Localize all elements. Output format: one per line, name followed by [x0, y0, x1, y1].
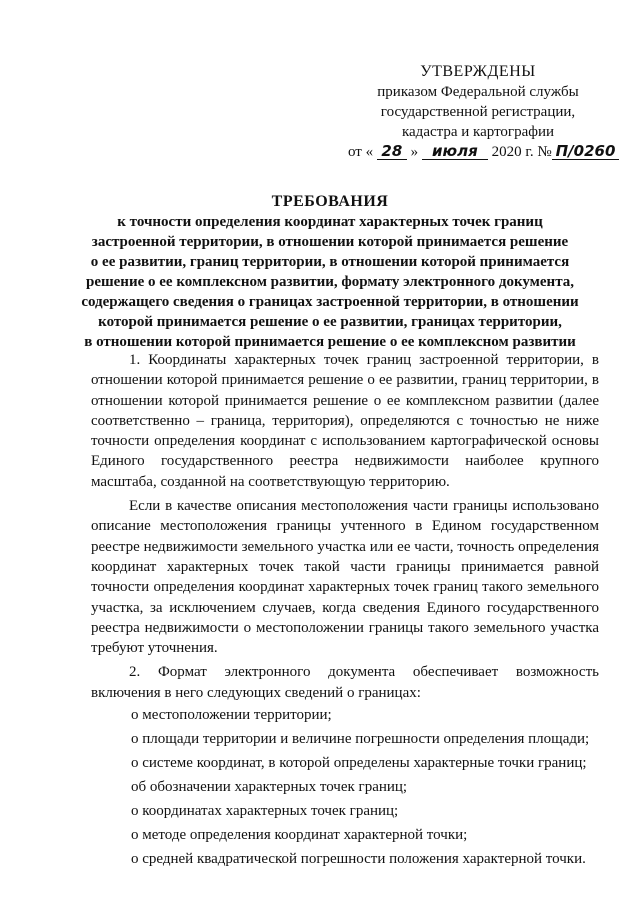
list-item: о средней квадратической погрешности положения характерной точки.	[131, 851, 586, 868]
handwritten-order-number: П/0260	[552, 143, 620, 160]
list-item: об обозначении характерных точек границ;	[131, 779, 408, 796]
date-quote-close: »	[410, 144, 419, 160]
heading-line: решение о ее комплексном развитии, формату электронного документа,	[85, 274, 574, 290]
document-body	[91, 350, 599, 871]
heading-line: содержащего сведения о границах застроенной территории, в отношении	[81, 294, 579, 310]
approval-date-line	[348, 142, 616, 162]
heading-line: которой принимается решение о ее развитии, границах территории,	[98, 314, 562, 330]
paragraph-3: 2. Формат электронного документа обеспечивает возможность включения в него следующих сведений о границах:	[91, 664, 599, 701]
heading-title: ТРЕБОВАНИЯ	[271, 193, 389, 210]
handwritten-day: 28	[377, 143, 407, 160]
list-item: о координатах характерных точек границ;	[131, 803, 399, 820]
document-heading	[70, 192, 590, 352]
list-item: о площади территории и величине погрешности определения площади;	[131, 731, 590, 748]
date-year: 2020 г. №	[491, 144, 552, 160]
approval-line-3: кадастра и картографии	[401, 124, 555, 140]
paragraph-2: Если в качестве описания местоположения части границы использовано описание местоположения границы учтенного в Едином государственном реестре недвижимости земельного участка или ее части, точность определения координат характерных точек такой части границы принимается равной точности определения координат характерных точек границ такого земельного участка, за исключением случаев, когда сведения Единого государственного реестра недвижимости о местоположении границы такого земельного участка требуют уточнения.	[91, 498, 599, 657]
approval-title: УТВЕРЖДЕНЫ	[420, 63, 536, 80]
list-item: о системе координат, в которой определены характерные точки границ;	[131, 755, 587, 772]
approval-line-1: приказом Федеральной службы	[377, 84, 579, 100]
list-item: о методе определения координат характерной точки;	[131, 827, 468, 844]
approval-line-2: государственной регистрации,	[380, 104, 576, 120]
handwritten-month: июля	[422, 143, 488, 160]
paragraph-1: 1. Координаты характерных точек границ застроенной территории, в отношении которой принимается решение о ее развитии, границ территории, в отношении которой принимается решение о ее комплексном развитии (далее соответственно – граница, территория), определяются с точностью не ниже точности определения координат с использованием картографической основы Единого государственного реестра недвижимости наиболее крупного масштаба, созданной на соответствующую территорию.	[91, 352, 599, 490]
approval-block	[348, 62, 616, 162]
date-prefix: от «	[348, 144, 374, 160]
heading-line: о ее развитии, границ территории, в отношении которой принимается	[90, 254, 570, 270]
list-item: о местоположении территории;	[131, 707, 332, 724]
heading-line: застроенной территории, в отношении которой принимается решение	[91, 234, 569, 250]
heading-line: в отношении которой принимается решение о ее комплексном развитии	[84, 334, 576, 350]
heading-line: к точности определения координат характерных точек границ	[117, 214, 543, 230]
